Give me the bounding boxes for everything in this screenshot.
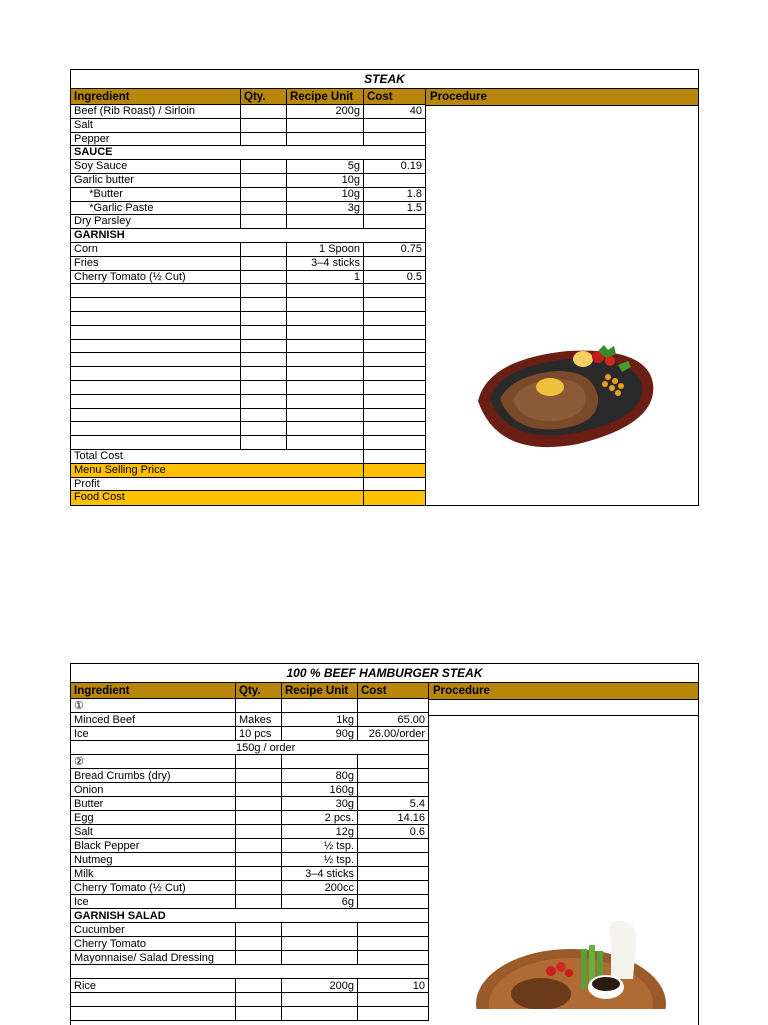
ingredient-cell: Milk [71,867,236,880]
header-ingredient: Ingredient [71,683,236,698]
ingredient-cell: Minced Beef [71,713,236,726]
cost-cell [364,326,425,339]
ingredient-cell: Soy Sauce [71,160,241,173]
qty-cell [241,202,287,215]
cost-cell [358,783,428,796]
cost-cell [364,367,425,380]
cost-cell [358,937,428,950]
recipe-unit-cell [287,367,364,380]
ingredient-cell: *Butter [71,188,241,201]
recipe-unit-cell [282,923,358,936]
cost-cell: 10 [412,980,425,992]
qty-cell [241,284,287,297]
recipe-unit-cell: 3–4 sticks [282,867,358,880]
qty-cell [241,243,287,256]
qty-cell [236,993,282,1006]
ingredient-cell: Cherry Tomato [71,937,236,950]
qty-cell [241,409,287,422]
recipe-unit-cell: 200g [282,979,358,992]
qty-cell [241,174,287,187]
cost-cell [358,1007,428,1020]
section-cell: GARNISH SALAD [74,910,166,922]
table-row [71,909,428,923]
cost-cell [364,353,425,366]
totals-label: Profit [71,478,364,491]
totals-value [364,450,425,463]
cost-cell [364,409,425,422]
ingredient-cell: GARNISH [74,229,125,242]
ingredient-cell: Corn [71,243,241,256]
ingredient-cell: *Garlic Paste [71,202,241,215]
ingredient-cell: Beef (Rib Roast) / Sirloin [71,105,241,118]
ingredient-cell: Onion [71,783,236,796]
cost-cell [364,312,425,325]
header-recipe-unit: Recipe Unit [287,89,364,104]
qty-cell [236,923,282,936]
qty-cell [236,797,282,810]
ingredient-cell: Nutmeg [71,853,236,866]
table-row [71,769,428,783]
header-ingredient: Ingredient [71,89,241,104]
table-row [71,867,428,881]
cost-cell [364,215,425,228]
qty-cell [236,825,282,838]
recipe-unit-cell: 3g [287,202,364,215]
recipe-unit-cell [282,755,358,768]
table-row [71,783,428,797]
recipe-unit-cell [282,699,358,712]
ingredient-cell [71,298,241,311]
ingredient-cell: Fries [71,257,241,270]
table-row [71,257,425,271]
recipe-unit-cell [287,436,364,449]
cost-cell: 0.19 [400,160,422,173]
table-row [71,741,428,755]
recipe-unit-cell: 10g [287,174,364,187]
ingredient-cell: Salt [71,825,236,838]
hamburger-procedure-column [429,683,698,1021]
recipe-unit-cell [287,409,364,422]
qty-cell [236,839,282,852]
cost-cell [358,895,428,908]
table-row [71,188,425,202]
table-row [71,229,425,243]
steak-header-row [71,89,425,105]
table-row [71,825,428,839]
table-row [71,409,425,423]
table-row [71,312,425,326]
qty-cell [236,895,282,908]
cost-cell [358,993,428,1006]
table-row [71,243,425,257]
ingredient-cell [71,395,241,408]
recipe-unit-cell [287,340,364,353]
table-row [71,699,428,713]
qty-cell [236,853,282,866]
qty-cell [241,436,287,449]
totals-row [71,491,425,505]
ingredient-cell [71,353,241,366]
recipe-unit-cell: ½ tsp. [282,853,358,866]
cost-cell [364,436,425,449]
totals-value [364,478,425,491]
recipe-unit-cell: ½ tsp. [282,839,358,852]
recipe-unit-cell: 200g [287,105,364,118]
totals-row [71,478,425,492]
recipe-unit-cell: 80g [282,769,358,782]
table-row [71,119,425,133]
cost-cell [358,839,428,852]
hamburger-ingredient-table [71,683,429,1021]
header-procedure: Procedure [426,89,698,106]
ingredient-cell [71,436,241,449]
table-row [71,367,425,381]
cost-cell: 5.4 [409,798,425,810]
table-row [71,923,428,937]
steak-procedure-column [426,89,698,505]
ingredient-cell: Ice [71,895,236,908]
steak-ingredient-table [71,89,426,505]
totals-row [71,450,425,464]
qty-cell: 10 pcs [236,727,282,740]
table-row [71,353,425,367]
qty-cell [236,937,282,950]
hamburger-recipe-sheet [70,663,699,1025]
cost-cell: 65.00 [397,714,425,726]
cost-cell [358,867,428,880]
table-row [71,436,425,450]
recipe-unit-cell: 30g [282,797,358,810]
qty-cell [241,133,287,146]
qty-cell [236,699,282,712]
totals-value [364,491,425,505]
recipe-unit-cell: 160g [282,783,358,796]
hamburger-header-row [71,683,428,699]
cost-cell [364,133,425,146]
ingredient-cell: Butter [71,797,236,810]
cost-cell [358,755,428,768]
ingredient-cell: Dry Parsley [71,215,241,228]
qty-cell [241,340,287,353]
recipe-unit-cell: 5g [287,160,364,173]
recipe-unit-cell: 200cc [282,881,358,894]
cost-cell: 14.16 [397,812,425,824]
recipe-unit-cell: 10g [287,188,364,201]
qty-cell [241,215,287,228]
table-row [71,202,425,216]
qty-cell [236,881,282,894]
ingredient-cell: SAUCE [74,146,113,159]
qty-cell [236,979,282,992]
header-qty: Qty. [241,89,287,104]
ingredient-cell [71,422,241,435]
ingredient-cell [71,367,241,380]
recipe-unit-cell: 1kg [282,713,358,726]
ingredient-cell: Mayonnaise/ Salad Dressing [71,951,236,964]
table-row [71,215,425,229]
table-row [71,797,428,811]
recipe-unit-cell [282,951,358,964]
recipe-unit-cell [282,1007,358,1020]
table-row [71,160,425,174]
qty-cell [241,353,287,366]
table-row [71,979,428,993]
recipe-unit-cell [287,298,364,311]
table-row [71,951,428,965]
ingredient-cell: Cucumber [71,923,236,936]
qty-cell [241,105,287,118]
cost-cell [358,881,428,894]
ingredient-cell [71,381,241,394]
table-row [71,895,428,909]
totals-row [71,464,425,478]
table-row [71,381,425,395]
table-row [71,713,428,727]
cost-cell [364,422,425,435]
cost-cell [358,853,428,866]
table-row [71,174,425,188]
ingredient-cell: ② [71,755,236,768]
cost-cell: 0.75 [400,242,422,255]
recipe-unit-cell [287,119,364,132]
recipe-unit-cell: 2 pcs. [282,811,358,824]
recipe-unit-cell: 3–4 sticks [287,257,364,270]
cost-cell: 40 [409,105,422,117]
qty-cell [241,298,287,311]
ingredient-cell: Garlic butter [71,174,241,187]
cost-cell [358,951,428,964]
cost-cell [358,699,428,712]
totals-label: Food Cost [71,491,364,505]
cost-cell [364,174,425,187]
qty-cell [241,312,287,325]
table-row [71,993,428,1007]
yield-note-cell: 150g / order [236,742,296,754]
qty-cell [241,271,287,284]
cost-cell [364,381,425,394]
qty-cell [241,395,287,408]
table-row [71,839,428,853]
table-row [71,395,425,409]
recipe-unit-cell: 90g [282,727,358,740]
steak-recipe-sheet [70,69,699,506]
table-row [71,271,425,285]
table-row [71,284,425,298]
qty-cell [236,755,282,768]
header-qty: Qty. [236,683,282,698]
ingredient-cell: Cherry Tomato (½ Cut) [71,271,241,284]
qty-cell [236,811,282,824]
totals-label: Total Cost [71,450,364,463]
cost-cell [364,298,425,311]
ingredient-cell: Pepper [71,133,241,146]
steak-title: STEAK [71,70,698,89]
cost-cell: 26.00/order [368,728,425,740]
header-procedure: Procedure [429,683,698,700]
header-cost: Cost [367,91,393,103]
ingredient-cell [71,340,241,353]
ingredient-cell [71,741,236,754]
recipe-unit-cell: 12g [282,825,358,838]
cost-cell [364,119,425,132]
recipe-unit-cell [287,326,364,339]
totals-label: Menu Selling Price [71,464,364,477]
ingredient-cell: Salt [71,119,241,132]
recipe-unit-cell [282,937,358,950]
hamburger-title: 100 % BEEF HAMBURGER STEAK [71,664,698,683]
table-row [71,965,428,979]
table-row [71,298,425,312]
qty-cell [241,160,287,173]
recipe-unit-cell [287,381,364,394]
qty-cell [241,422,287,435]
ingredient-cell [71,1007,236,1020]
cost-cell: 0.5 [406,270,422,283]
ingredient-cell: Bread Crumbs (dry) [71,769,236,782]
cost-cell [364,284,425,297]
cost-cell: 1.5 [406,201,422,214]
ingredient-cell [71,993,236,1006]
header-cost: Cost [361,685,387,697]
qty-cell [236,951,282,964]
table-row [71,326,425,340]
qty-cell [241,188,287,201]
recipe-unit-cell [287,312,364,325]
qty-cell [241,367,287,380]
table-row [71,881,428,895]
cost-cell [358,923,428,936]
procedure-subrow [429,700,698,716]
qty-cell [241,257,287,270]
recipe-unit-cell [287,395,364,408]
table-row [71,755,428,769]
table-row [71,1007,428,1021]
table-row [71,133,425,147]
cost-cell [358,769,428,782]
section-cell [71,965,428,978]
qty-cell [236,867,282,880]
recipe-unit-cell [287,284,364,297]
qty-cell [236,769,282,782]
cost-cell [364,340,425,353]
qty-cell [236,1007,282,1020]
qty-cell [241,119,287,132]
recipe-unit-cell [287,353,364,366]
cost-cell [364,395,425,408]
table-row [71,146,425,160]
recipe-unit-cell [287,133,364,146]
ingredient-cell: Cherry Tomato (½ Cut) [71,881,236,894]
ingredient-cell: Rice [71,979,236,992]
qty-cell: Makes [236,713,282,726]
cost-cell: 0.6 [409,826,425,838]
table-row [71,937,428,951]
ingredient-cell: Ice [71,727,236,740]
recipe-unit-cell [287,422,364,435]
recipe-unit-cell: 1 [287,271,364,284]
table-row [71,340,425,354]
hamburger-steak-plate-photo [461,909,671,1009]
ingredient-cell [71,284,241,297]
table-row [71,105,425,119]
table-row [71,811,428,825]
ingredient-cell: Egg [71,811,236,824]
recipe-unit-cell: 6g [282,895,358,908]
table-row [71,727,428,741]
table-row [71,422,425,436]
cost-cell [364,257,425,270]
cost-cell: 1.8 [406,187,422,200]
ingredient-cell [71,409,241,422]
recipe-unit-cell [282,993,358,1006]
qty-cell [236,783,282,796]
qty-cell [241,381,287,394]
ingredient-cell [71,312,241,325]
totals-value [364,464,425,477]
table-row [71,853,428,867]
qty-cell [241,326,287,339]
ingredient-cell: ① [71,699,236,712]
header-recipe-unit: Recipe Unit [282,683,358,698]
recipe-unit-cell: 1 Spoon [287,243,364,256]
recipe-unit-cell [287,215,364,228]
ingredient-cell: Black Pepper [71,839,236,852]
sizzling-steak-photo [458,329,668,469]
ingredient-cell [71,326,241,339]
